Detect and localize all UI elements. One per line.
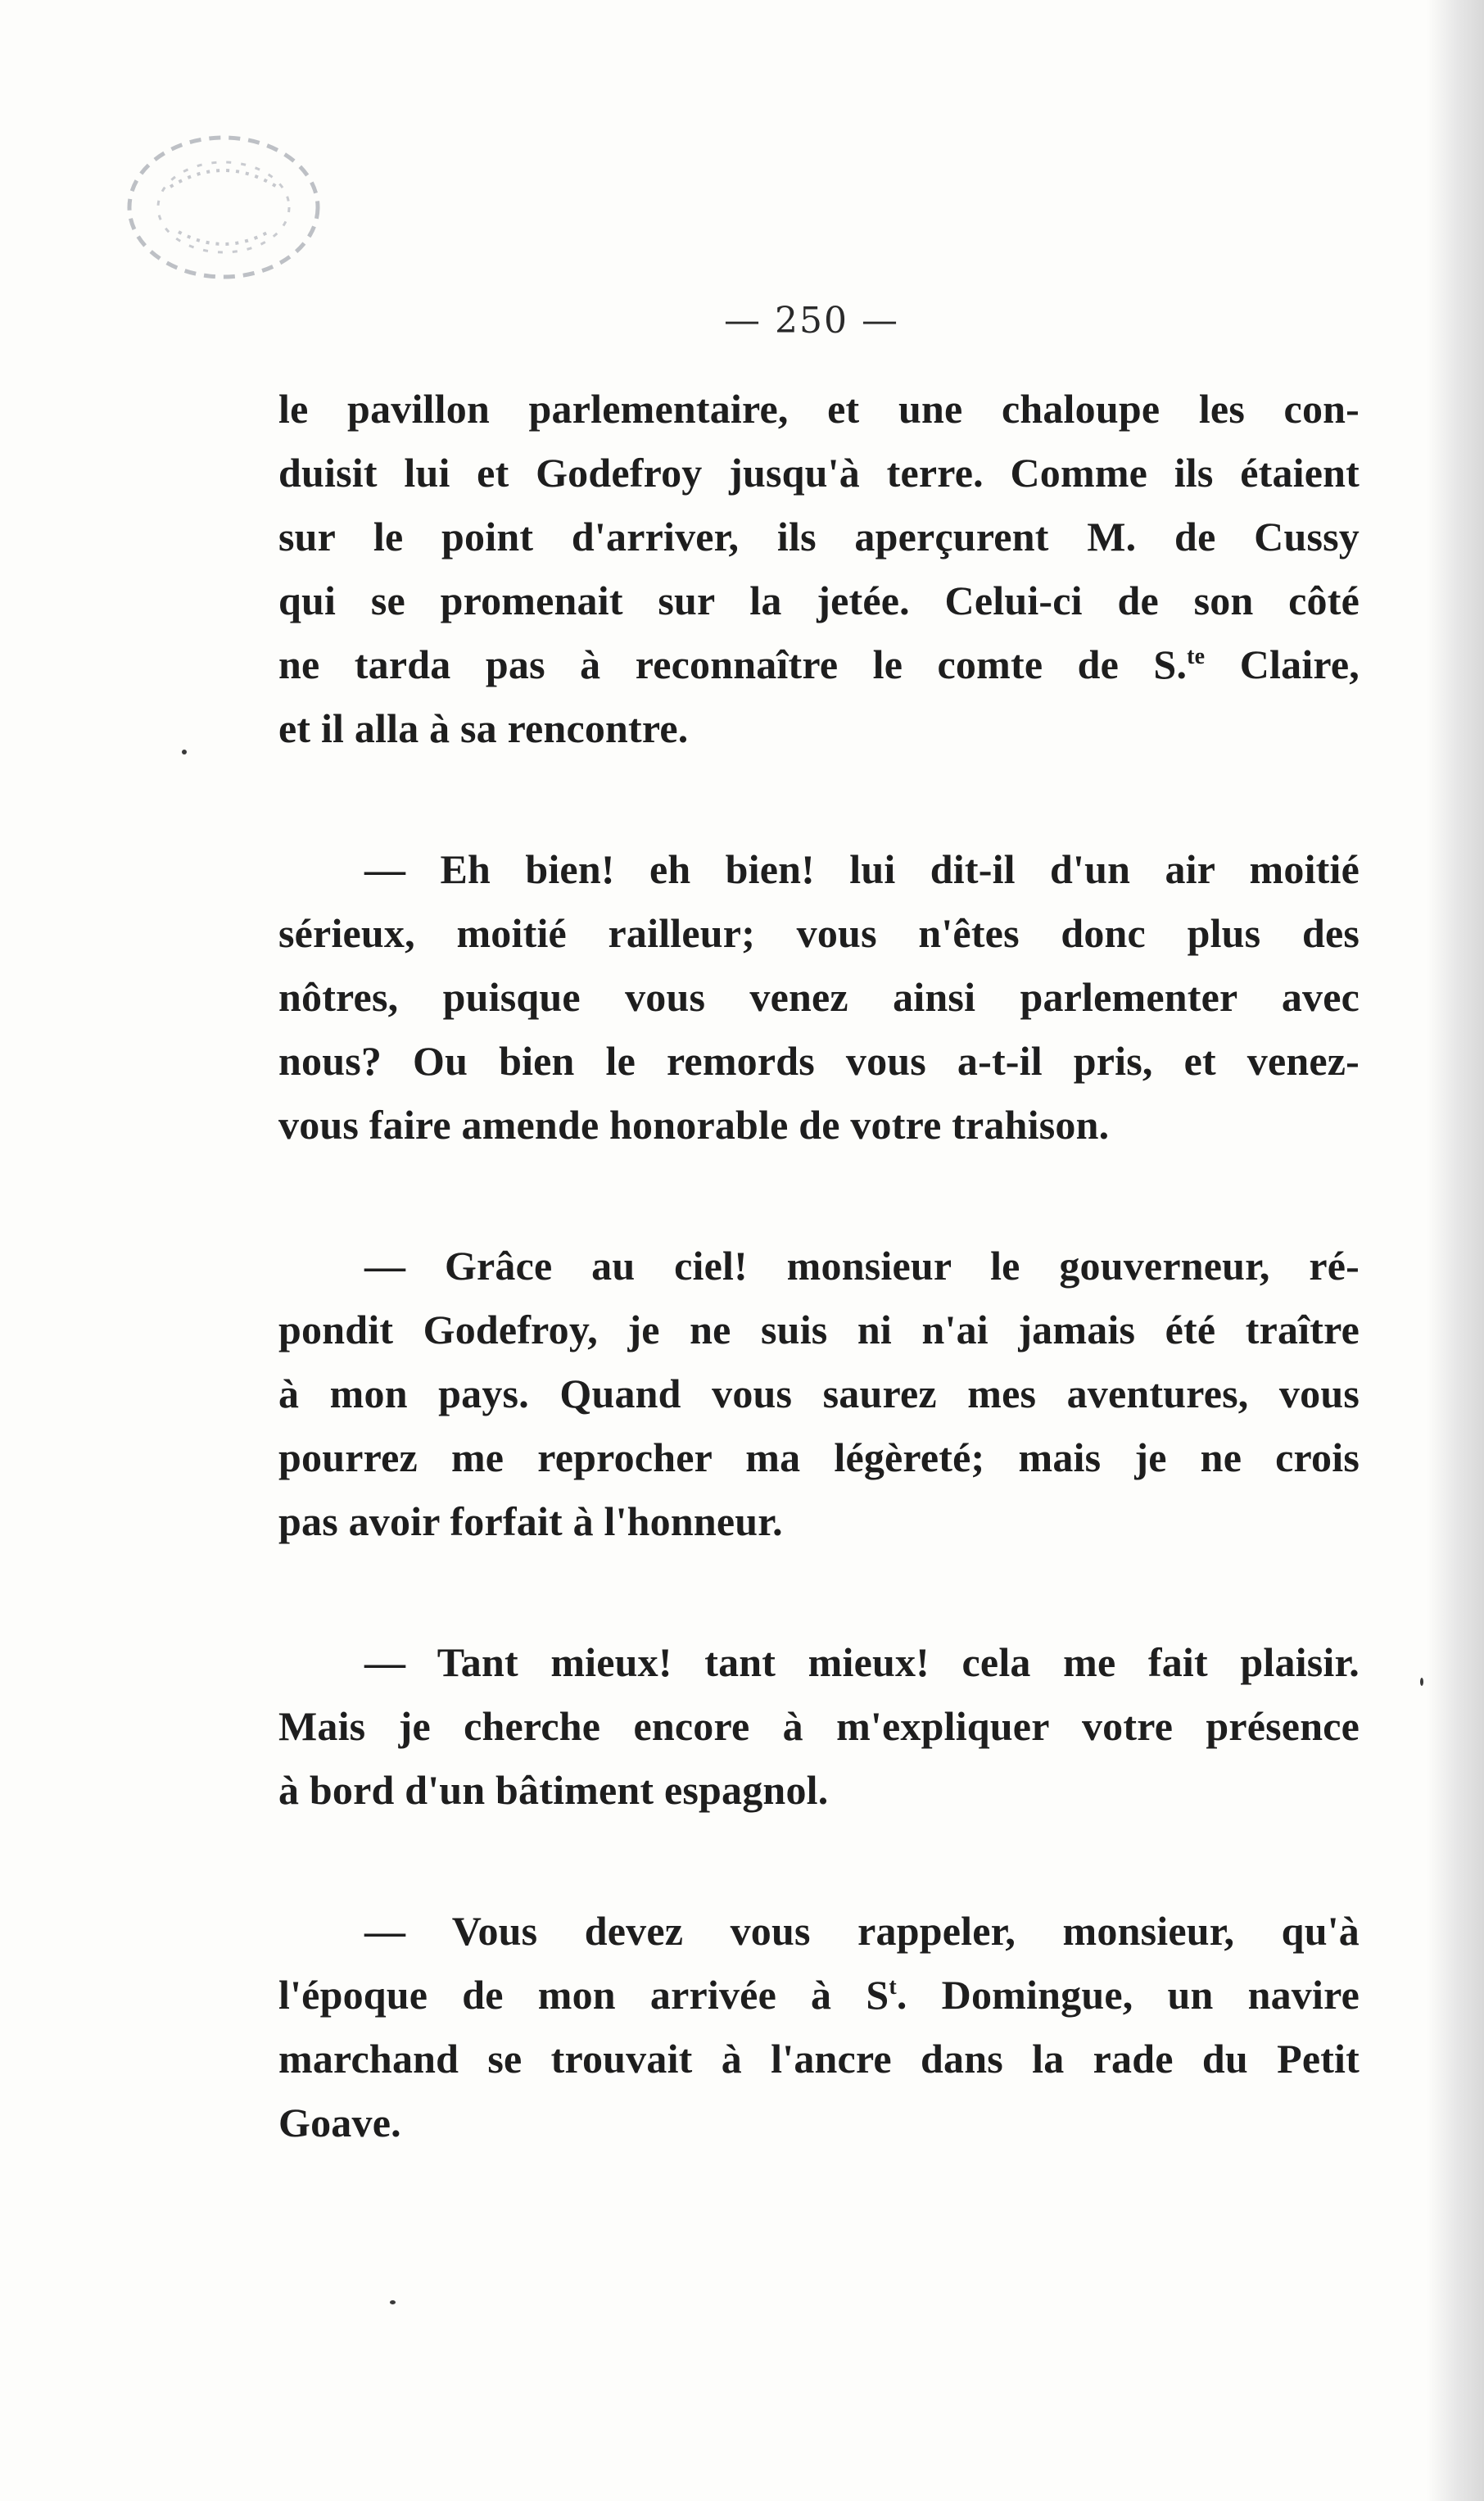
text-line: pondit Godefroy, je ne suis ni n'ai jamais été traître bbox=[278, 1307, 1360, 1352]
page-number: — 250 — bbox=[724, 300, 899, 342]
page-edge-shadow bbox=[1427, 0, 1484, 2501]
text-line: pourrez me reprocher ma légèreté; mais je ne crois bbox=[278, 1434, 1360, 1480]
text-line: — Vous devez vous rappeler, monsieur, qu'à bbox=[364, 1908, 1360, 1954]
text-line: — Eh bien! eh bien! lui dit-il d'un air moitié bbox=[364, 846, 1360, 892]
ink-speck bbox=[182, 750, 187, 754]
text-line: à mon pays. Quand vous saurez mes aventures, vous bbox=[278, 1371, 1360, 1416]
text-line: Goave. bbox=[278, 2100, 401, 2145]
text-line: et il alla à sa rencontre. bbox=[278, 705, 689, 751]
body-text bbox=[278, 377, 1360, 2154]
ink-speck bbox=[390, 2300, 396, 2304]
text-line: duisit lui et Godefroy jusqu'à terre. Comme ils étaient bbox=[278, 450, 1360, 496]
text-segment: l'époque de mon arrivée à S bbox=[278, 1972, 889, 2018]
text-line: vous faire amende honorable de votre trahison. bbox=[278, 1102, 1110, 1148]
paragraph bbox=[278, 1630, 1360, 1822]
ink-speck bbox=[1420, 1678, 1423, 1686]
text-line bbox=[278, 632, 1360, 696]
text-line: à bord d'un bâtiment espagnol. bbox=[278, 1767, 829, 1813]
text-line: le pavillon parlementaire, et une chaloupe les con- bbox=[278, 386, 1360, 432]
text-segment: ne tarda pas à reconnaître le comte de S. bbox=[278, 641, 1188, 687]
text-segment: Claire, bbox=[1205, 641, 1360, 687]
paragraph bbox=[278, 1234, 1360, 1553]
superscript: te bbox=[1187, 644, 1206, 669]
paragraph bbox=[278, 837, 1360, 1157]
text-line: — Tant mieux! tant mieux! cela me fait plaisir. bbox=[364, 1639, 1360, 1685]
text-line bbox=[278, 1963, 1360, 2027]
text-line: pas avoir forfait à l'honneur. bbox=[278, 1498, 783, 1544]
text-line: Mais je cherche encore à m'expliquer votre présence bbox=[278, 1703, 1360, 1749]
text-line: sérieux, moitié railleur; vous n'êtes donc plus des bbox=[278, 910, 1360, 956]
superscript: t bbox=[889, 1974, 897, 2000]
text-segment: . Domingue, un navire bbox=[896, 1972, 1360, 2018]
text-line: nous? Ou bien le remords vous a-t-il pris, et venez- bbox=[278, 1038, 1360, 1084]
text-line: sur le point d'arriver, ils aperçurent M. de Cussy bbox=[278, 514, 1360, 560]
text-line: nôtres, puisque vous venez ainsi parlementer avec bbox=[278, 974, 1360, 1020]
paragraph bbox=[278, 1899, 1360, 2154]
paragraph bbox=[278, 377, 1360, 760]
text-line: qui se promenait sur la jetée. Celui-ci de son côté bbox=[278, 578, 1360, 623]
text-line: — Grâce au ciel! monsieur le gouverneur, ré- bbox=[364, 1243, 1360, 1289]
text-line: marchand se trouvait à l'ancre dans la rade du Petit bbox=[278, 2036, 1360, 2082]
library-stamp bbox=[113, 121, 334, 293]
